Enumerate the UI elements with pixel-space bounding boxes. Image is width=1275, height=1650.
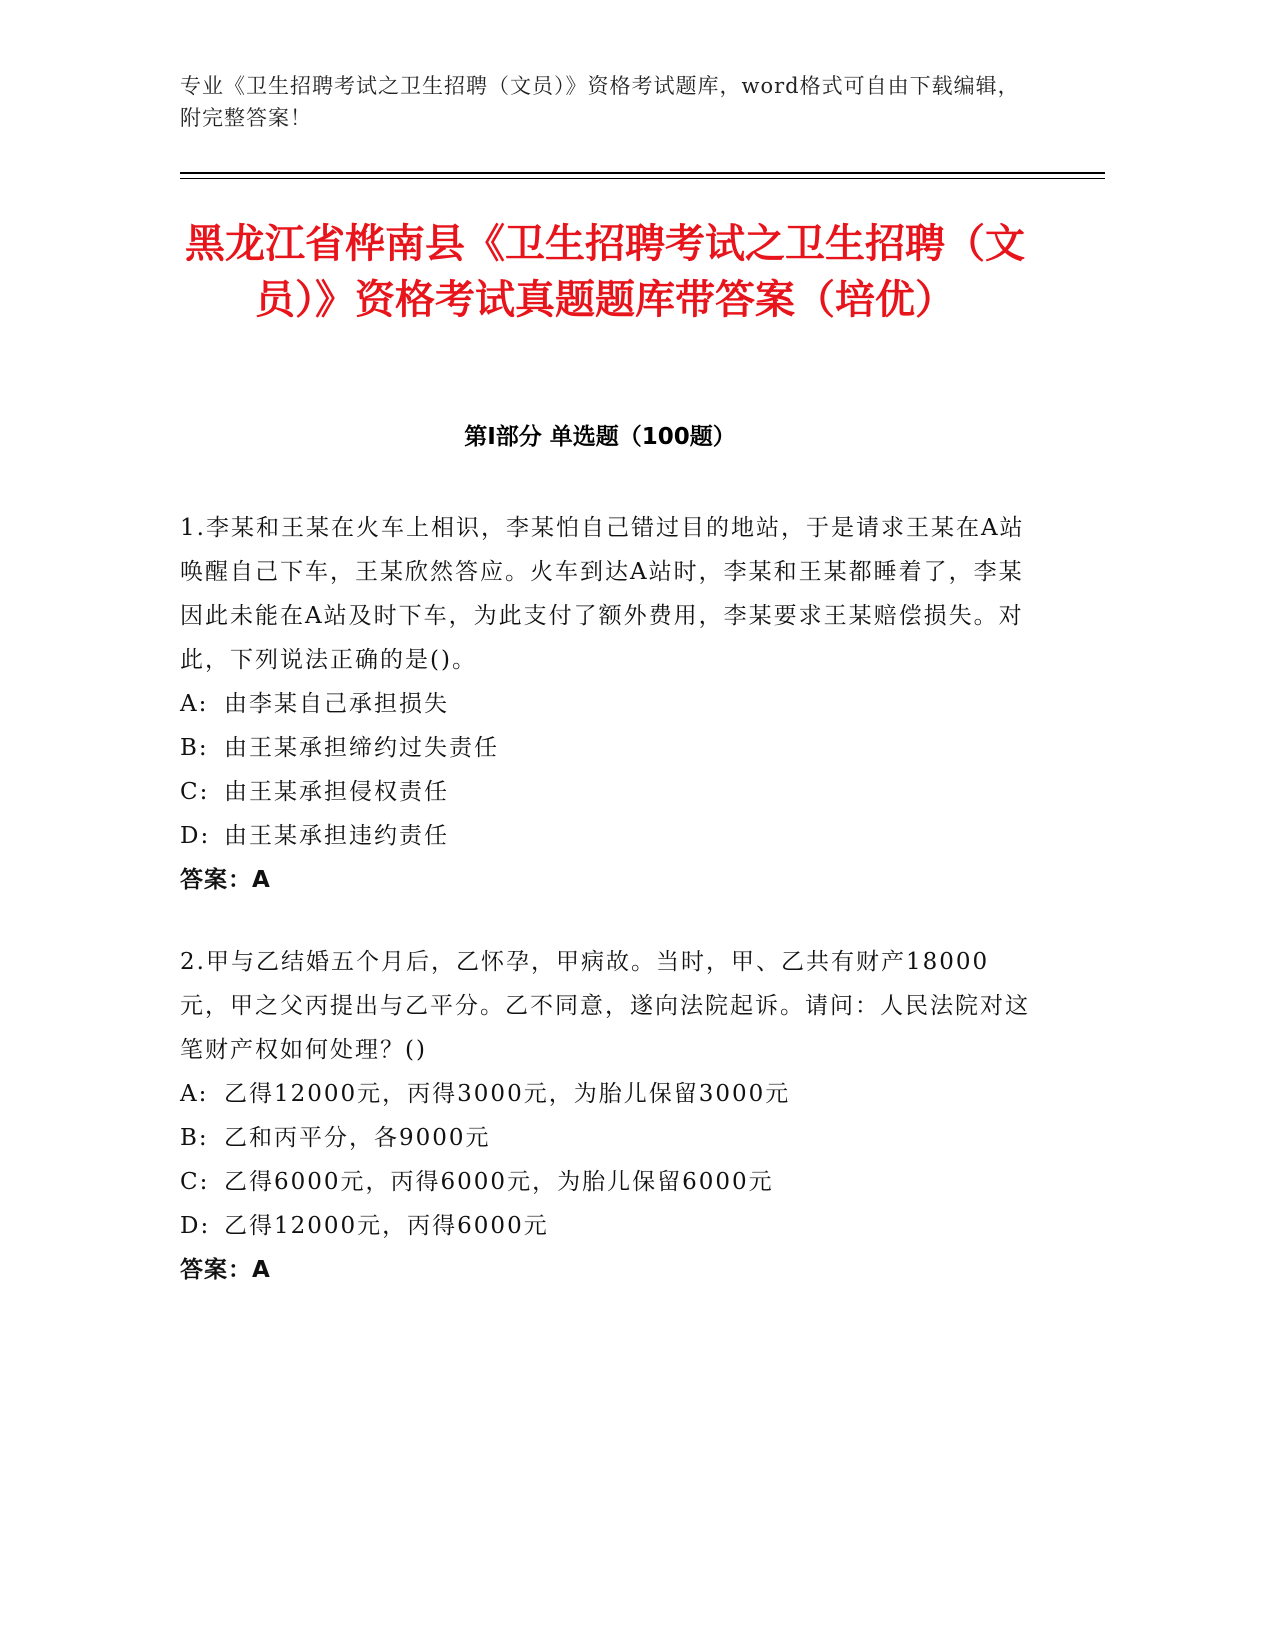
option-text: 乙和丙平分，各9000元 (224, 1125, 491, 1151)
option-text: 乙得12000元，丙得6000元 (224, 1213, 549, 1239)
header-divider-thick (180, 172, 1105, 174)
answer-line: 答案：A (180, 1257, 271, 1283)
option-c (180, 770, 1030, 814)
section-heading: 第Ⅰ部分 单选题（100题） (464, 424, 736, 450)
question-stem: 1.李某和王某在火车上相识，李某怕自己错过目的地站，于是请求王某在A站唤醒自己下车，王某欣然答应。火车到达A站时，李某和王某都睡着了，李某因此未能在A站及时下车，为此支付了额外费用，李某要求王某赔偿损失。对此，下列说法正确的是()。 (180, 515, 1025, 673)
option-key: B: (180, 1125, 209, 1151)
option-key: B: (180, 735, 209, 761)
option-d (180, 1204, 1030, 1248)
header-note: 专业《卫生招聘考试之卫生招聘（文员）》资格考试题库，word格式可自由下载编辑，附完整答案！ (180, 74, 1020, 130)
option-text: 乙得12000元，丙得3000元，为胎儿保留3000元 (224, 1081, 791, 1107)
option-c (180, 1160, 1030, 1204)
option-key: A: (180, 1081, 209, 1107)
option-text: 由王某承担侵权责任 (224, 779, 449, 805)
option-list (180, 682, 1030, 858)
option-text: 由王某承担缔约过失责任 (224, 735, 499, 761)
option-text: 由李某自己承担损失 (224, 691, 449, 717)
option-key: A: (180, 691, 209, 717)
question-2 (180, 940, 1030, 1292)
option-b (180, 1116, 1030, 1160)
option-key: C: (180, 779, 210, 805)
option-b (180, 726, 1030, 770)
option-key: D: (180, 823, 211, 849)
option-text: 乙得6000元，丙得6000元，为胎儿保留6000元 (224, 1169, 774, 1195)
option-text: 由王某承担违约责任 (224, 823, 449, 849)
option-a (180, 1072, 1030, 1116)
option-list (180, 1072, 1030, 1248)
question-1 (180, 506, 1030, 902)
answer-line: 答案：A (180, 867, 271, 893)
question-stem: 2.甲与乙结婚五个月后，乙怀孕，甲病故。当时，甲、乙共有财产18000元，甲之父丙提出与乙平分。乙不同意，遂向法院起诉。请问：人民法院对这笔财产权如何处理？() (180, 949, 1030, 1063)
document-title: 黑龙江省桦南县《卫生招聘考试之卫生招聘（文员）》资格考试真题题库带答案（培优） (185, 221, 1025, 323)
option-a (180, 682, 1030, 726)
option-key: C: (180, 1169, 210, 1195)
option-d (180, 814, 1030, 858)
header-divider-thin (180, 178, 1105, 179)
option-key: D: (180, 1213, 211, 1239)
